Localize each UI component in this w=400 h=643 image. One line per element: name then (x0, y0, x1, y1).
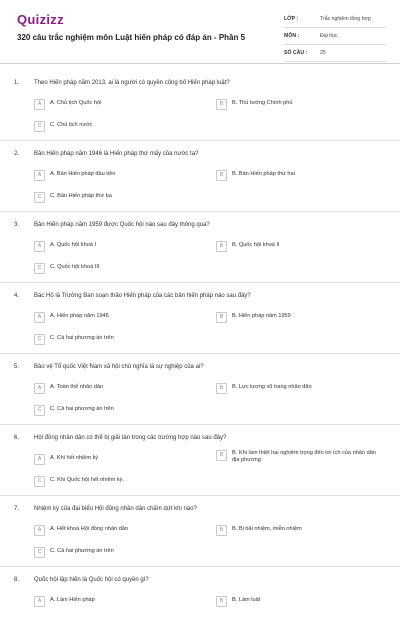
option-b[interactable] (216, 450, 382, 464)
question-number: 2. (14, 151, 20, 157)
option-letter-box: C (34, 263, 45, 274)
meta-row-count (284, 45, 386, 62)
option-text: C. Quốc hội khoá III (50, 264, 100, 270)
option-b[interactable] (216, 99, 382, 110)
option-text: A. Làm Hiến pháp (50, 597, 95, 603)
option-a[interactable] (34, 99, 200, 110)
question-divider (0, 424, 400, 425)
option-c[interactable] (34, 263, 200, 274)
option-b[interactable] (216, 383, 382, 394)
option-letter-box: C (34, 405, 45, 416)
option-letter-box: C (34, 476, 45, 487)
option-text: B. Quốc hội khoá II (232, 242, 280, 248)
option-letter-box: C (34, 121, 45, 132)
option-letter-box: A (34, 241, 45, 252)
option-letter-box: A (34, 383, 45, 394)
option-letter-box: B (216, 170, 227, 181)
option-a[interactable] (34, 383, 200, 394)
meta-value: 25 (320, 50, 326, 56)
question-text: Theo Hiến pháp năm 2013, ai là người có quyền công bố Hiến pháp luật? (34, 80, 230, 86)
option-a[interactable] (34, 525, 200, 536)
option-text: A. Toàn thể nhân dân (50, 384, 104, 390)
option-text: B. Thủ tướng Chính phủ (232, 100, 293, 106)
question-list (0, 75, 400, 643)
option-text: C. Chủ tịch nước (50, 122, 93, 128)
option-letter-box: A (34, 312, 45, 323)
option-text: A. Hết khoá Hội đồng nhân dân (50, 526, 129, 532)
question-2 (0, 146, 400, 217)
question-4 (0, 288, 400, 359)
meta-value: Trắc nghiệm tổng hợp (320, 16, 371, 22)
option-letter-box: B (216, 525, 227, 536)
question-6 (0, 430, 400, 501)
question-number: 4. (14, 293, 20, 299)
worksheet-title: 320 câu trắc nghiệm môn Luật hiến pháp có đáp án - Phần 5 (17, 33, 246, 42)
option-letter-box: A (34, 99, 45, 110)
question-divider (0, 140, 400, 141)
question-number: 5. (14, 364, 20, 370)
option-text: A. Bản Hiến pháp đầu tiên (50, 171, 116, 177)
option-text: B. Làm luật (232, 597, 261, 603)
option-a[interactable] (34, 170, 200, 181)
option-letter-box: C (34, 192, 45, 203)
option-c[interactable] (34, 547, 200, 558)
question-7 (0, 501, 400, 572)
option-text: A. Quốc hội khoá I (50, 242, 97, 248)
question-1 (0, 75, 400, 146)
option-b[interactable] (216, 170, 382, 181)
option-text: C. Cả hai phương án trên (50, 548, 114, 554)
option-letter-box: A (34, 170, 45, 181)
meta-label: LỚP : (284, 16, 299, 22)
option-letter-box: A (34, 525, 45, 536)
option-text: A. Chủ tịch Quốc hội (50, 100, 102, 106)
option-letter-box: B (216, 312, 227, 323)
question-5 (0, 359, 400, 430)
option-c[interactable] (34, 405, 200, 416)
question-3 (0, 217, 400, 288)
meta-row-class (284, 11, 386, 28)
option-text: B. Hiến pháp năm 1959 (232, 313, 291, 319)
option-a[interactable] (34, 312, 200, 323)
question-divider (0, 353, 400, 354)
option-letter-box: B (216, 99, 227, 110)
option-text: B. Bị bãi nhiệm, miễn nhiệm (232, 526, 302, 532)
meta-label: SỐ CÂU : (284, 50, 308, 56)
question-divider (0, 495, 400, 496)
option-a[interactable] (34, 241, 200, 252)
question-number: 3. (14, 222, 20, 228)
option-c[interactable] (34, 476, 200, 487)
worksheet-meta (284, 11, 386, 62)
option-text: B. Lực lượng vũ trang nhân dân (232, 384, 312, 390)
meta-value: Đại học (320, 33, 338, 39)
option-letter-box: B (216, 383, 227, 394)
option-letter-box: B (216, 596, 227, 607)
question-text: Quốc hội lập hiến là Quốc hội có quyền gì? (34, 577, 149, 583)
option-letter-box: B (216, 241, 227, 252)
option-letter-box: C (34, 547, 45, 558)
option-a[interactable] (34, 454, 200, 465)
option-letter-box: A (34, 454, 45, 465)
question-text: Nhiệm kỳ của đại biểu Hội đồng nhân dân chấm dứt khi nào? (34, 506, 197, 512)
option-text: B. Bản Hiến pháp thứ hai (232, 171, 295, 177)
option-a[interactable] (34, 596, 200, 607)
meta-row-subject (284, 28, 386, 45)
question-text: Hội đồng nhân dân có thể bị giải tán trong các trường hợp nào sau đây? (34, 435, 227, 441)
question-text: Bảo vệ Tổ quốc Việt Nam xã hội chủ nghĩa là sự nghiệp của ai? (34, 364, 204, 370)
option-text: C. Bản Hiến pháp thứ ba (50, 193, 112, 199)
question-number: 8. (14, 577, 20, 583)
option-text: C. Khi Quốc hội hết nhiệm kỳ. (50, 477, 124, 483)
option-b[interactable] (216, 241, 382, 252)
header-divider (0, 63, 400, 64)
question-number: 7. (14, 506, 20, 512)
option-c[interactable] (34, 121, 200, 132)
quizizz-logo: Quizizz (17, 12, 64, 27)
option-b[interactable] (216, 596, 382, 607)
question-text: Bản Hiến pháp năm 1946 là Hiến pháp thứ mấy của nước ta? (34, 151, 199, 157)
option-c[interactable] (34, 192, 200, 203)
option-text: C. Cả hai phương án trên (50, 406, 114, 412)
option-letter-box: A (34, 596, 45, 607)
option-c[interactable] (34, 334, 200, 345)
option-text: A. Hiến pháp năm 1946 (50, 313, 109, 319)
option-text: C. Cả hai phương án trên (50, 335, 114, 341)
question-divider (0, 566, 400, 567)
option-letter-box: B (216, 450, 227, 461)
question-8 (0, 572, 400, 643)
option-letter-box: C (34, 334, 45, 345)
question-text: Bản Hiến pháp năm 1959 được Quốc hội nào sau đây thông qua? (34, 222, 210, 228)
question-number: 6. (14, 435, 20, 441)
question-divider (0, 282, 400, 283)
option-b[interactable] (216, 312, 382, 323)
option-text: A. Khi hết nhiệm kỳ (50, 455, 99, 461)
question-text: Bác Hồ là Trưởng Ban soạn thảo Hiến pháp của các bản hiến pháp nào sau đây? (34, 293, 251, 299)
option-b[interactable] (216, 525, 382, 536)
option-text: B. Khi làm thiệt hại nghiêm trọng đến lợi ích của nhân dân địa phương (232, 450, 376, 463)
meta-label: MÔN : (284, 33, 300, 39)
question-number: 1. (14, 80, 20, 86)
question-divider (0, 211, 400, 212)
